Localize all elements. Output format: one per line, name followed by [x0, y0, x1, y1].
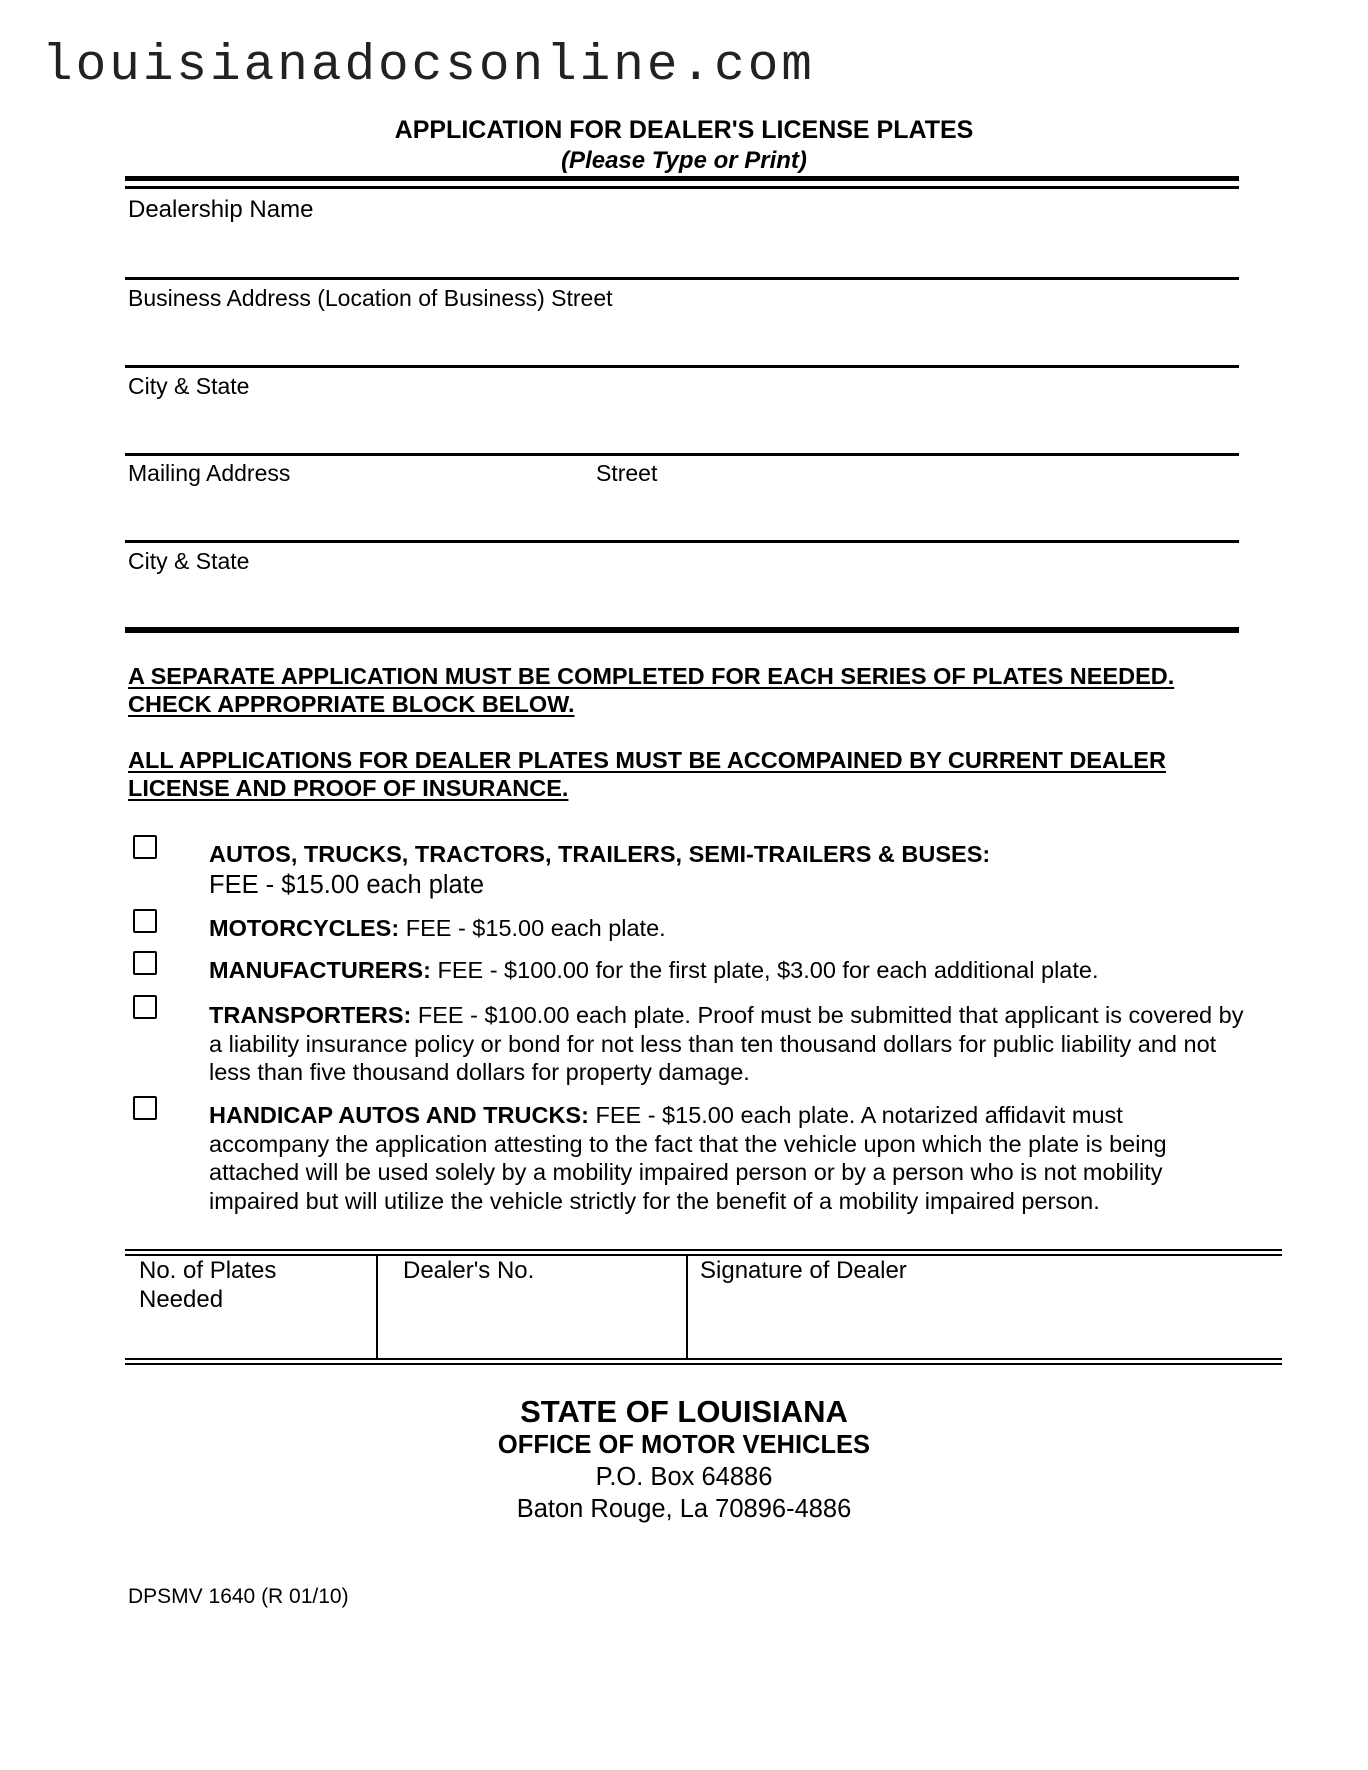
table-bottom-rule-1 — [125, 1358, 1282, 1360]
dealer-signature-field[interactable] — [689, 1290, 1281, 1356]
dealer-number-label: Dealer's No. — [403, 1257, 535, 1284]
handicap-checkbox[interactable] — [133, 1096, 157, 1120]
plates-needed-field[interactable] — [126, 1290, 374, 1356]
manufacturers-option — [209, 956, 1249, 985]
transporters-option — [209, 1001, 1249, 1087]
motorcycles-option — [209, 914, 1249, 943]
transporters-fee: FEE - $100.00 each plate. Proof must be submitted that applicant is covered by a liability insurance policy or bond for not less than ten thousand dollars for public liability and not less than five thousand dollars for property damage. — [209, 1002, 1244, 1085]
business-address-field[interactable] — [125, 365, 1239, 368]
table-bottom-rule-2 — [125, 1363, 1282, 1365]
accompaniment-notice: ALL APPLICATIONS FOR DEALER PLATES MUST BE ACCOMPAINED BY CURRENT DEALER LICENSE AND PROOF OF INSURANCE. — [128, 747, 1166, 801]
manufacturers-name: MANUFACTURERS: — [209, 957, 431, 983]
office-name: OFFICE OF MOTOR VEHICLES — [497, 1431, 871, 1459]
dealer-number-field[interactable] — [379, 1290, 684, 1356]
mailing-street-label: Street — [596, 460, 658, 486]
city-state-field[interactable] — [125, 453, 1239, 456]
form-subtitle: (Please Type or Print) — [561, 147, 807, 174]
handicap-option — [209, 1101, 1249, 1215]
mailing-address-label: Mailing Address — [128, 460, 291, 486]
form-title: APPLICATION FOR DEALER'S LICENSE PLATES — [394, 116, 974, 144]
dealer-signature-label: Signature of Dealer — [700, 1257, 907, 1284]
mailing-city-state-field[interactable] — [125, 627, 1239, 633]
autos-trucks-name: AUTOS, TRUCKS, TRACTORS, TRAILERS, SEMI-TRAILERS & BUSES: — [209, 841, 991, 867]
table-divider-1 — [376, 1255, 378, 1359]
manufacturers-checkbox[interactable] — [133, 951, 157, 975]
autos-trucks-option — [209, 840, 1249, 902]
po-box: P.O. Box 64886 — [595, 1463, 773, 1491]
mailing-address-field[interactable] — [125, 540, 1239, 543]
dealership-name-field[interactable] — [125, 277, 1239, 280]
table-top-rule-1 — [125, 1249, 1282, 1251]
header-divider-bottom — [125, 186, 1239, 189]
city-address: Baton Rouge, La 70896-4886 — [516, 1495, 852, 1523]
motorcycles-checkbox[interactable] — [133, 909, 157, 933]
business-address-label: Business Address (Location of Business) Street — [128, 285, 613, 311]
header-divider-top — [125, 176, 1239, 181]
motorcycles-name: MOTORCYCLES: — [209, 915, 400, 941]
state-name: STATE OF LOUISIANA — [520, 1394, 848, 1429]
table-divider-2 — [686, 1255, 688, 1359]
mailing-city-state-label: City & State — [128, 548, 250, 574]
site-watermark: louisianadocsonline.com — [42, 38, 815, 95]
transporters-name: TRANSPORTERS: — [209, 1002, 412, 1028]
dealership-name-label: Dealership Name — [128, 196, 314, 223]
transporters-checkbox[interactable] — [133, 995, 157, 1019]
separate-application-notice: A SEPARATE APPLICATION MUST BE COMPLETED FOR EACH SERIES OF PLATES NEEDED. CHECK APPROPRIATE BLOCK BELOW. — [128, 663, 1175, 717]
manufacturers-fee: FEE - $100.00 for the first plate, $3.00 for each additional plate. — [430, 957, 1099, 983]
form-code: DPSMV 1640 (R 01/10) — [128, 1585, 349, 1608]
handicap-fee: FEE - $15.00 each plate. A notarized affidavit must accompany the application attesting to the fact that the vehicle upon which the plate is being attached will be used solely by a mobility impaired person or by a person who is not mobility impaired but will utilize the vehicle strictly for the benefit of a mobility impaired person. — [209, 1102, 1167, 1214]
autos-trucks-checkbox[interactable] — [133, 835, 157, 859]
handicap-name: HANDICAP AUTOS AND TRUCKS: — [209, 1102, 589, 1128]
motorcycles-fee: FEE - $15.00 each plate. — [399, 915, 666, 941]
plates-needed-label: No. of Plates Needed — [139, 1257, 277, 1313]
city-state-label: City & State — [128, 373, 250, 399]
autos-trucks-fee: FEE - $15.00 each plate — [209, 870, 485, 899]
